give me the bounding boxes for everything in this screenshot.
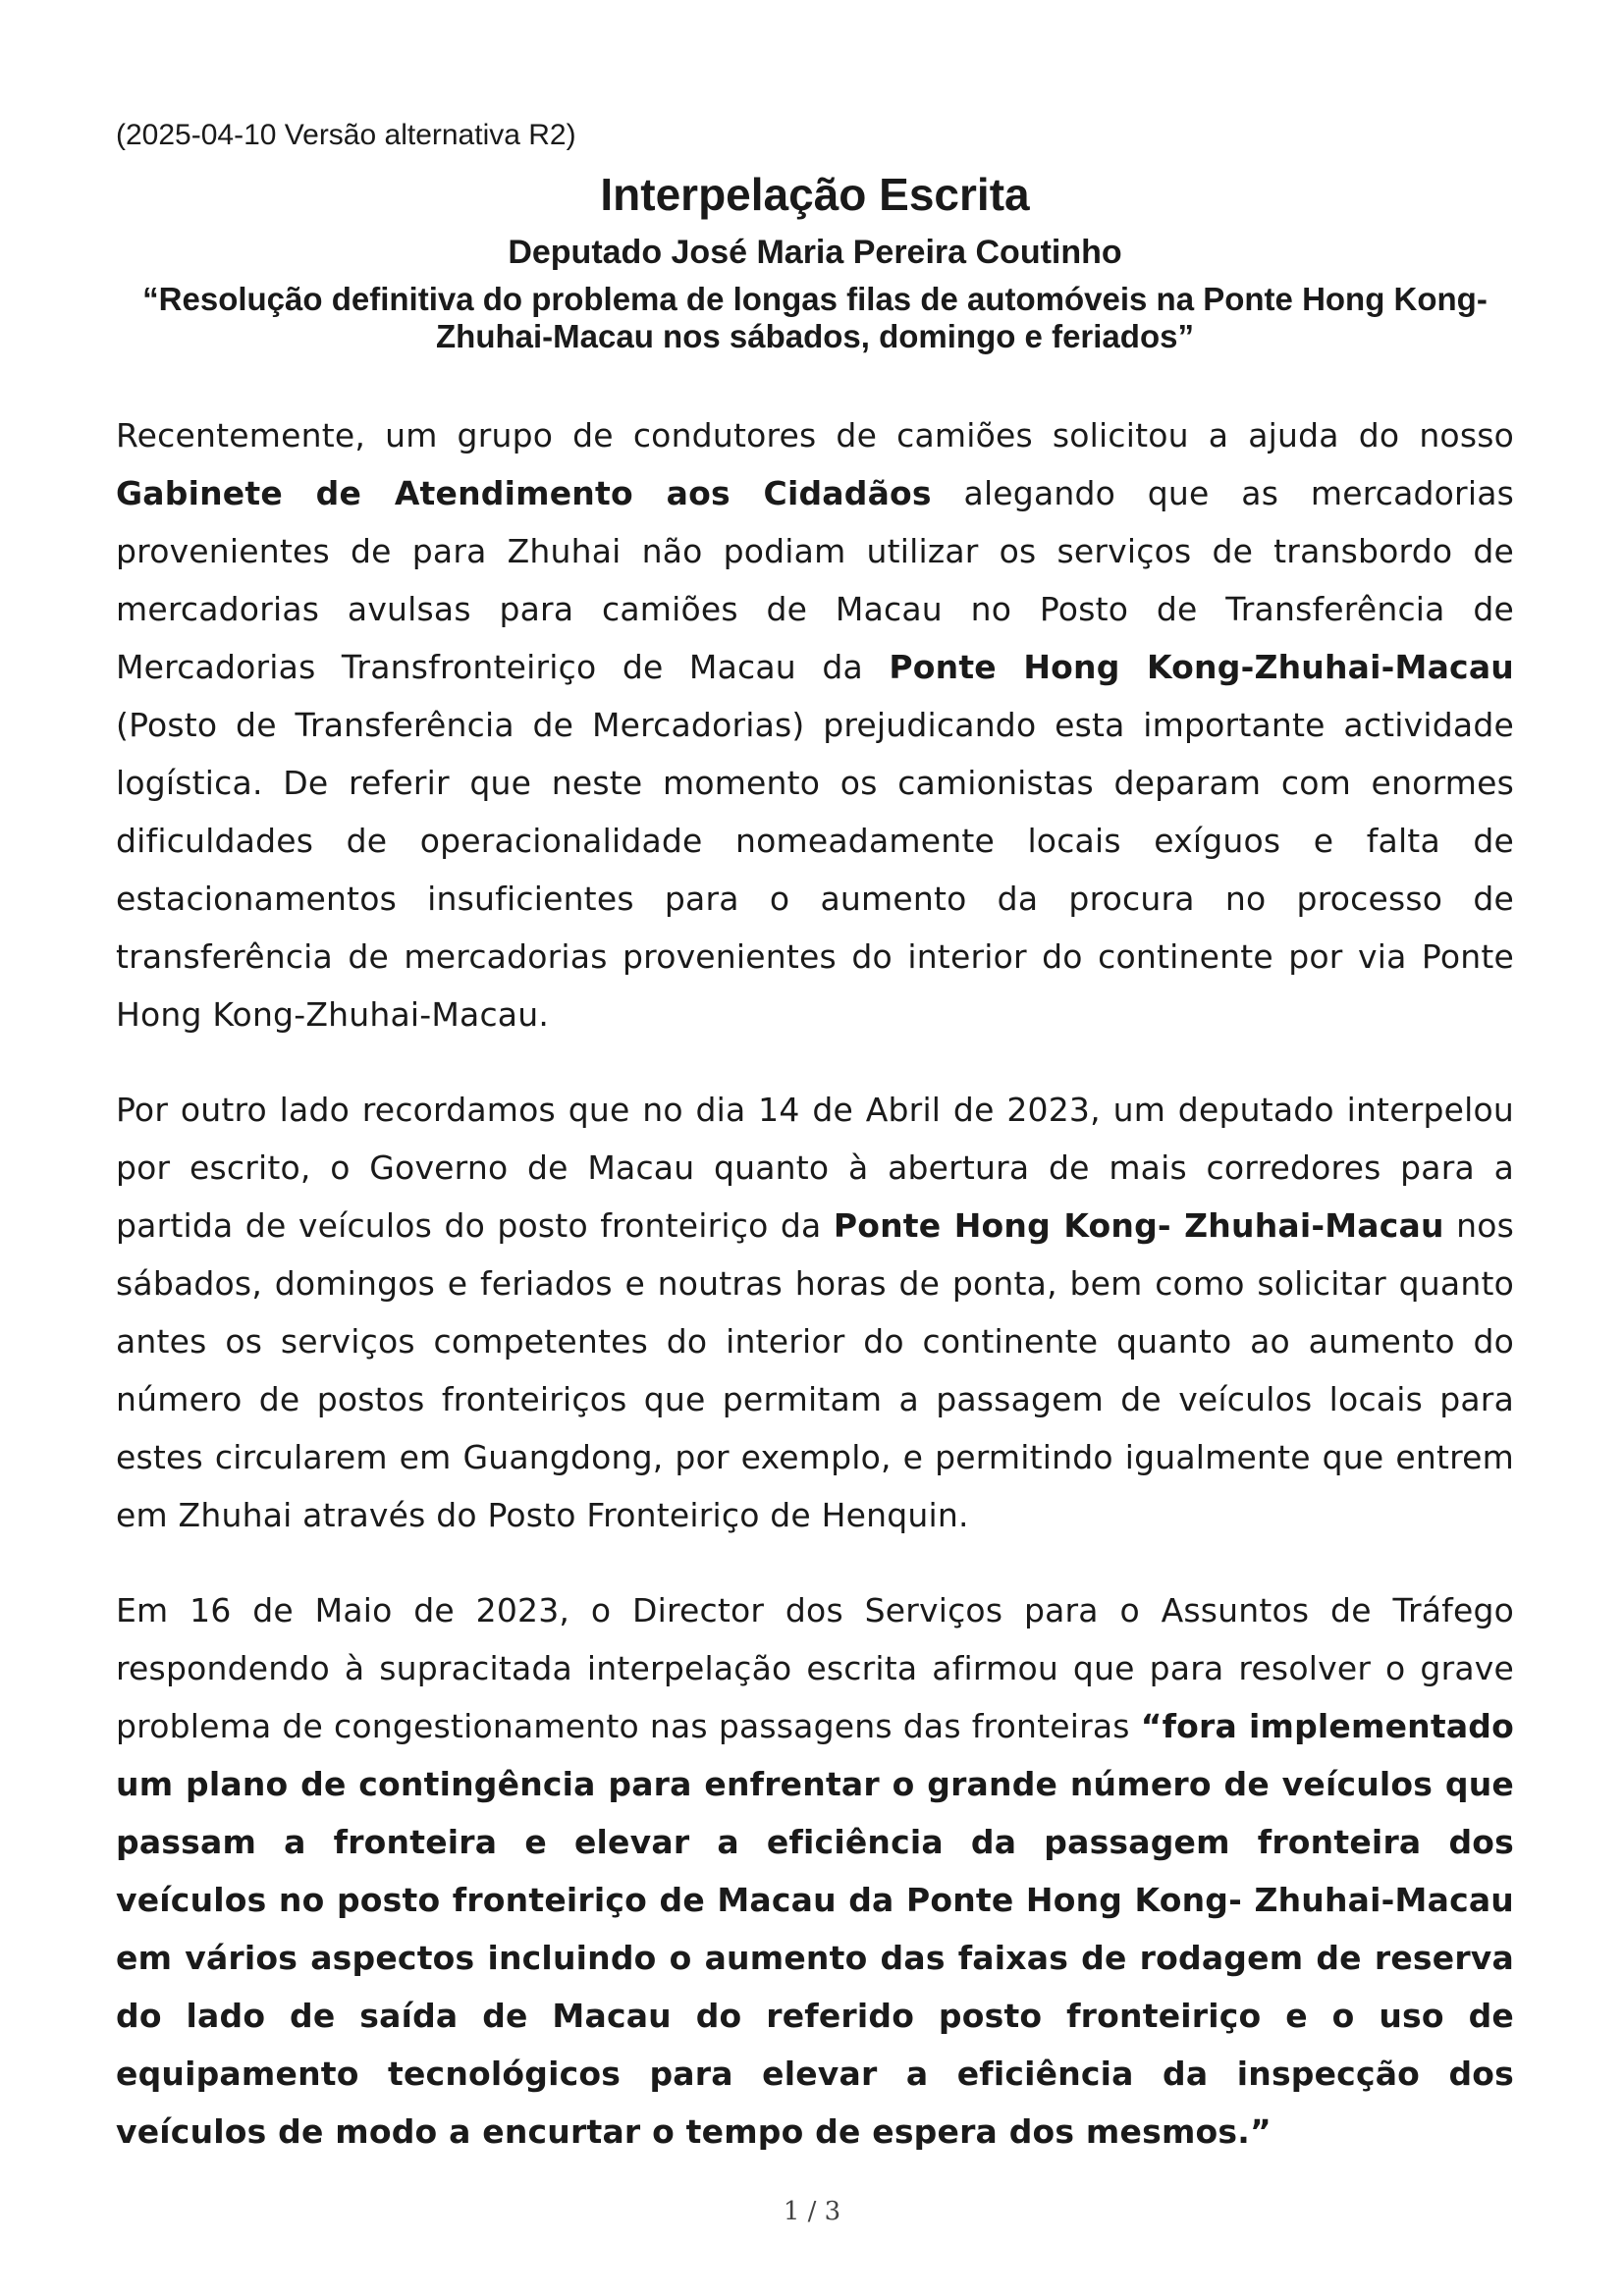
run: nos sábados, domingos e feriados e noutras horas de ponta, bem como solicitar quanto antes os serviços competentes do interior do continente quanto ao aumento do número de postos fronteiriços que permitam a passagem de veículos locais para estes circularem em Guangdong, por exemplo, e permitindo igualmente que entrem em Zhuhai através do Posto Fronteiriço de Henquin. — [116, 1206, 1514, 1534]
page-number: 1 / 3 — [783, 2197, 841, 2226]
run: alegando que as mercadorias provenientes de para Zhuhai não podiam utilizar os serviços de transbordo de mercadorias avulsas para camiões de Macau no Posto de Transferência de Mercadorias Transfronteiriço de Macau da — [116, 474, 1515, 686]
run: Por outro lado recordamos que no dia 14 de Abril de 2023, um deputado interpelou por escrito, o Governo de Macau quanto à abertura de mais corredores para a partida de veículos do posto fronteiriço da — [116, 1091, 1514, 1245]
bold-run: Gabinete de Atendimento aos Cidadãos — [116, 474, 932, 512]
document-page — [116, 116, 1514, 2198]
bold-run: Ponte Hong Kong- Zhuhai-Macau — [833, 1206, 1444, 1245]
bold-run: “fora implementado um plano de contingência para enfrentar o grande número de veículos que passam a fronteira e elevar a eficiência da passagem fronteira dos veículos no posto fronteiriço de Macau da Ponte Hong Kong- Zhuhai-Macau em vários aspectos incluindo o aumento das faixas de rodagem de reserva do lado de saída de Macau do referido posto fronteiriço e o uso de equipamento tecnológicos para elevar a eficiência da inspecção dos veículos de modo a encurtar o tempo de espera dos mesmos.” — [116, 1707, 1514, 2151]
paragraph-2 — [116, 1081, 1514, 1544]
version-note: (2025-04-10 Versão alternativa R2) — [116, 119, 576, 151]
run: Recentemente, um grupo de condutores de camiões solicitou a ajuda do nosso — [116, 416, 1514, 454]
author-line: Deputado José Maria Pereira Coutinho — [508, 234, 1122, 271]
subject-line: “Resolução definitiva do problema de longas filas de automóveis na Ponte Hong Kong-Zhuhai-Macau nos sábados, domingo e feriados” — [142, 281, 1488, 354]
paragraph-1 — [116, 406, 1514, 1043]
run: Em 16 de Maio de 2023, o Director dos Serviços para o Assuntos de Tráfego respondendo à supracitada interpelação escrita afirmou que para resolver o grave problema de congestionamento nas passagens das fronteiras — [116, 1591, 1514, 1745]
paragraph-3 — [116, 1581, 1514, 2161]
bold-run: Ponte Hong Kong-Zhuhai-Macau — [889, 648, 1514, 686]
document-title: Interpelação Escrita — [600, 169, 1030, 220]
run: (Posto de Transferência de Mercadorias) prejudicando esta importante actividade logística. De referir que neste momento os camionistas deparam com enormes dificuldades de operacionalidade nomeadamente locais exíguos e falta de estacionamentos insuficientes para o aumento da procura no processo de transferência de mercadorias provenientes do interior do continente por via Ponte Hong Kong-Zhuhai-Macau. — [116, 706, 1514, 1034]
